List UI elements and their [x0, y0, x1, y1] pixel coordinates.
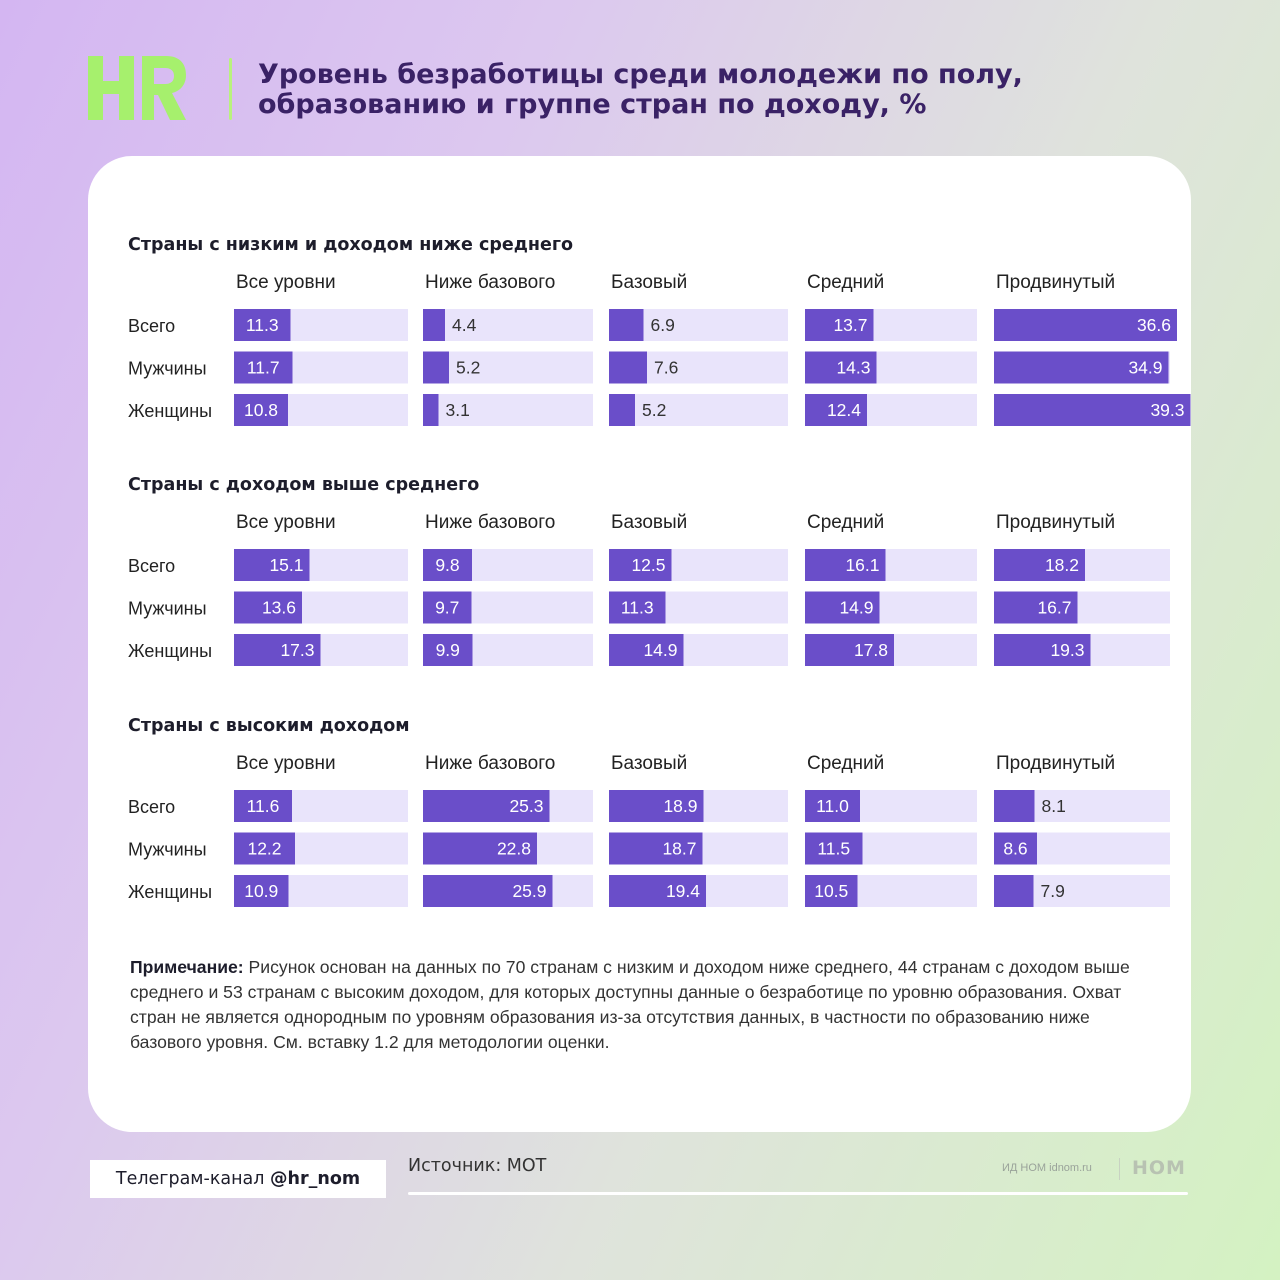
row-label-2-1: Мужчины: [128, 839, 207, 860]
row-label-0-0: Всего: [128, 316, 176, 336]
column-header-1-2: Базовый: [611, 512, 688, 533]
page-title: Уровень безработицы среди молодежи по полу, образованию и группе стран по доходу, %: [258, 59, 1023, 120]
source-text: Источник: МОТ: [408, 1156, 547, 1176]
column-header-2-3: Средний: [807, 753, 885, 774]
row-label-0-2: Женщины: [128, 401, 213, 421]
value-label-0-2-0: 10.8: [243, 400, 279, 420]
value-label-0-2-3: 12.4: [826, 400, 861, 420]
value-label-0-0-2: 6.9: [650, 315, 675, 335]
telegram-channel-badge[interactable]: [90, 1160, 386, 1198]
value-label-0-1-0: 11.7: [246, 357, 280, 378]
value-label-1-2-4: 19.3: [1050, 640, 1085, 660]
column-header-2-0: Все уровни: [236, 753, 336, 774]
value-label-1-0-4: 18.2: [1044, 555, 1079, 575]
publisher-logo: НОМ: [1132, 1157, 1186, 1179]
bar-0-2-1: [423, 394, 439, 426]
column-header-0-0: Все уровни: [236, 272, 336, 293]
telegram-handle: @hr_nom: [270, 1169, 361, 1189]
bar-0-0-2: [609, 309, 644, 341]
value-label-0-0-1: 4.4: [452, 315, 477, 335]
bar-0-1-2: [609, 352, 647, 384]
chart-note: [130, 955, 1160, 1055]
note-text: Рисунок основан на данных по 70 странам с низким и доходом ниже среднего, 44 странам с доходом выше среднего и 53 странам с высоким доходом, для которых доступны данные о безработице по уровню образования. Охват стран не является однородным по уровням образования из-за отсутствия данных, в частности по образованию ниже базового уровня. См. вставку 1.2 для методологии оценки.: [130, 957, 1130, 1052]
row-label-1-0: Всего: [128, 556, 176, 576]
value-label-1-1-2: 11.3: [620, 597, 654, 618]
column-header-0-4: Продвинутый: [996, 272, 1116, 293]
note-label: Примечание:: [130, 957, 244, 977]
value-label-2-2-1: 25.9: [512, 881, 547, 901]
value-label-1-2-1: 9.9: [435, 640, 460, 660]
row-label-0-1: Мужчины: [128, 358, 207, 379]
publisher-text: ИД НОМ idnom.ru: [1002, 1162, 1092, 1174]
value-label-2-2-4: 7.9: [1040, 881, 1065, 901]
value-label-2-0-1: 25.3: [509, 796, 544, 816]
value-label-2-0-3: 11.0: [816, 796, 849, 816]
value-label-2-1-4: 8.6: [1003, 838, 1028, 859]
value-label-0-1-4: 34.9: [1128, 357, 1163, 378]
value-label-1-0-1: 9.8: [435, 555, 460, 575]
value-label-2-0-0: 11.6: [246, 796, 280, 816]
value-label-0-2-4: 39.3: [1150, 400, 1185, 420]
value-label-0-1-2: 7.6: [654, 357, 679, 378]
column-header-2-4: Продвинутый: [996, 753, 1116, 774]
section-title-1: Страны с доходом выше среднего: [128, 475, 480, 495]
value-label-1-1-4: 16.7: [1037, 597, 1072, 618]
value-label-1-1-1: 9.7: [435, 597, 460, 618]
source-underline: [408, 1192, 1188, 1195]
column-header-1-1: Ниже базового: [425, 512, 556, 533]
value-label-2-1-3: 11.5: [817, 838, 851, 859]
value-label-2-2-0: 10.9: [244, 881, 279, 901]
column-header-0-1: Ниже базового: [425, 272, 556, 293]
row-label-2-2: Женщины: [128, 882, 213, 902]
value-label-0-2-1: 3.1: [445, 400, 470, 420]
bar-2-0-4: [994, 790, 1035, 822]
telegram-prefix: Телеграм-канал: [115, 1169, 271, 1189]
value-label-1-2-0: 17.3: [280, 640, 315, 660]
value-label-0-0-4: 36.6: [1136, 315, 1171, 335]
unemployment-bar-chart: [88, 156, 1191, 956]
bar-0-0-1: [423, 309, 445, 341]
column-header-0-3: Средний: [807, 272, 885, 293]
value-label-0-0-0: 11.3: [245, 315, 279, 335]
column-header-1-3: Средний: [807, 512, 885, 533]
value-label-0-0-3: 13.7: [833, 315, 868, 335]
value-label-2-0-2: 18.9: [663, 796, 698, 816]
column-header-1-0: Все уровни: [236, 512, 336, 533]
row-label-2-0: Всего: [128, 797, 176, 817]
value-label-2-1-0: 12.2: [247, 838, 282, 859]
value-label-2-1-2: 18.7: [662, 838, 697, 859]
column-header-1-4: Продвинутый: [996, 512, 1116, 533]
value-label-1-0-3: 16.1: [845, 555, 880, 575]
value-label-2-2-2: 19.4: [665, 881, 700, 901]
hr-logo: [88, 54, 188, 126]
value-label-1-2-2: 14.9: [643, 640, 678, 660]
bar-2-2-4: [994, 875, 1034, 907]
value-label-2-1-1: 22.8: [496, 838, 531, 859]
value-label-1-1-0: 13.6: [261, 597, 296, 618]
bar-track-0-2-2: [609, 394, 788, 426]
publisher-divider: [1119, 1158, 1120, 1180]
bar-0-1-1: [423, 352, 449, 384]
column-header-2-1: Ниже базового: [425, 753, 556, 774]
value-label-1-0-2: 12.5: [631, 555, 666, 575]
row-label-1-2: Женщины: [128, 641, 213, 661]
section-title-2: Страны с высоким доходом: [128, 716, 410, 736]
value-label-0-1-3: 14.3: [836, 357, 871, 378]
bar-track-0-0-1: [423, 309, 593, 341]
section-title-0: Страны с низким и доходом ниже среднего: [128, 235, 573, 255]
value-label-1-2-3: 17.8: [853, 640, 888, 660]
column-header-0-2: Базовый: [611, 272, 688, 293]
value-label-1-1-3: 14.9: [839, 597, 874, 618]
value-label-1-0-0: 15.1: [269, 555, 304, 575]
column-header-2-2: Базовый: [611, 753, 688, 774]
value-label-0-2-2: 5.2: [642, 400, 667, 420]
value-label-2-2-3: 10.5: [814, 881, 849, 901]
row-label-1-1: Мужчины: [128, 598, 207, 619]
bar-0-2-2: [609, 394, 635, 426]
value-label-2-0-4: 8.1: [1041, 796, 1066, 816]
value-label-0-1-1: 5.2: [456, 357, 481, 378]
header-divider: [229, 58, 232, 120]
